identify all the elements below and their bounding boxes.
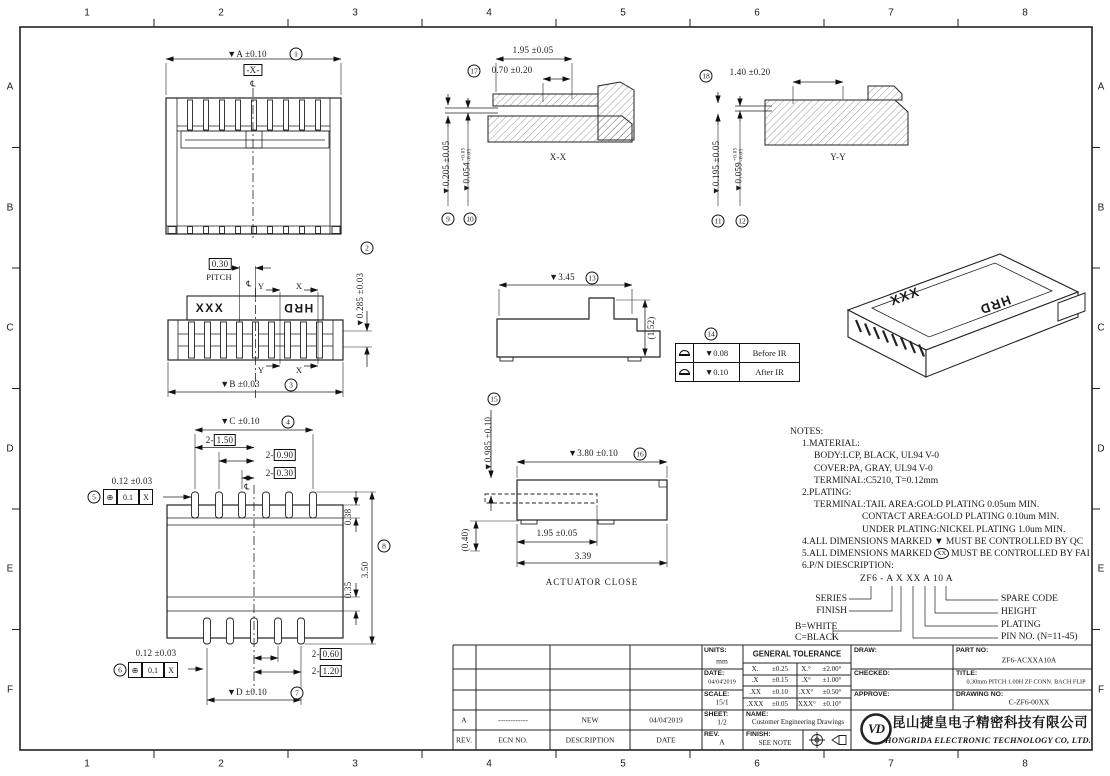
company-name-en: HONGRIDA ELECTRONIC TECHNOLOGY CO, LTD. bbox=[884, 735, 1092, 745]
balloon-17: 17 bbox=[468, 65, 481, 78]
company-name-cn: 昆山捷皇电子精密科技有限公司 bbox=[892, 715, 1088, 731]
dim-339-label: 3.39 bbox=[574, 551, 592, 561]
tol-l: .XXX° bbox=[796, 700, 816, 708]
zone-row-right: F bbox=[1097, 684, 1105, 696]
balloon-14: 14 bbox=[705, 328, 718, 341]
balloon-18: 18 bbox=[700, 70, 713, 83]
pitch-label: PITCH bbox=[206, 272, 232, 282]
tol-l: .XXX bbox=[746, 700, 764, 708]
qty-prefix: 2- bbox=[265, 450, 274, 460]
dim-038-label: 0.38 bbox=[343, 508, 353, 526]
pn-bwhite-label: B=WHITE bbox=[795, 622, 838, 632]
tol-l: X.° bbox=[801, 665, 811, 673]
date-label: DATE: bbox=[704, 670, 725, 677]
iso-view-linework bbox=[848, 254, 1085, 377]
pn-finish-label: FINISH bbox=[816, 606, 847, 616]
section-xx-linework bbox=[445, 59, 634, 206]
title-value: 0.30mm PITCH 1.00H ZF CONN. BACH FLIP bbox=[966, 678, 1086, 686]
dim-0285-label: ▼0.285 ±0.03 bbox=[355, 272, 365, 328]
pn-spare-label: SPARE CODE bbox=[1001, 594, 1058, 604]
rev-label: REV. bbox=[704, 731, 720, 738]
zone-col-top: 2 bbox=[218, 7, 224, 19]
pitch-value: 0.30 bbox=[209, 258, 232, 270]
date-value: 04/04'2019 bbox=[708, 678, 736, 686]
marking-hrd: HRD bbox=[282, 301, 314, 315]
dim-value: ▼0.059 bbox=[733, 162, 744, 193]
balloon-10: 10 bbox=[464, 213, 477, 226]
note-line: TERMINAL:C5210, T=0.12mm bbox=[814, 476, 939, 486]
pn-height-label: HEIGHT bbox=[1001, 607, 1037, 617]
zone-col-top: 8 bbox=[1022, 7, 1028, 19]
dim-a-label: ▼A ±0.10 bbox=[227, 49, 267, 59]
dim-pad-width-top: 0.12 ±0.03 bbox=[111, 476, 153, 486]
dim-2x090 bbox=[266, 450, 296, 460]
pn-description-leaders bbox=[833, 586, 998, 639]
dim-0195-label: ▼0.195 ±0.05 bbox=[711, 140, 721, 196]
dim-value: 1.20 bbox=[320, 665, 343, 677]
zone-row-left: F bbox=[6, 684, 14, 696]
company-logo: VD bbox=[867, 721, 885, 736]
dim-350-label: 3.50 bbox=[360, 561, 370, 579]
pn-series-label: SERIES bbox=[815, 594, 847, 604]
zone-row-left: D bbox=[6, 443, 14, 455]
zone-col-bottom: 6 bbox=[754, 758, 760, 770]
balloon-13: 13 bbox=[586, 272, 599, 285]
datum-x-label: -X- bbox=[243, 64, 262, 76]
pn-cblack-label: C=BLACK bbox=[795, 633, 839, 643]
dim-140-label: 1.40 ±0.20 bbox=[729, 67, 771, 77]
date-value: 04/04'2019 bbox=[649, 715, 683, 725]
zone-col-top: 6 bbox=[754, 7, 760, 19]
draw-label: DRAW: bbox=[854, 647, 877, 654]
section-mark-x: X bbox=[295, 365, 303, 375]
dim-value: 1.50 bbox=[214, 434, 237, 446]
finish-label: FINISH: bbox=[746, 731, 771, 738]
zone-col-bottom: 7 bbox=[888, 758, 894, 770]
dim-value: 0.60 bbox=[320, 648, 343, 660]
zone-col-top: 7 bbox=[888, 7, 894, 19]
section-yy-linework bbox=[718, 82, 908, 206]
balloon-2: 2 bbox=[361, 242, 374, 255]
dim-value: ▼0.054 bbox=[461, 162, 472, 193]
fcf-datum: X bbox=[164, 662, 178, 678]
rev-value: A bbox=[461, 715, 467, 725]
section-mark-y: Y bbox=[257, 365, 265, 375]
dim-0054-label bbox=[461, 147, 472, 192]
dim-035-label: 0.35 bbox=[343, 581, 353, 599]
profile-of-surface-icon bbox=[676, 344, 694, 363]
tol-plus: +0.05 bbox=[732, 147, 739, 162]
note-line-fai bbox=[802, 548, 1090, 559]
balloon-5: 5 bbox=[88, 491, 101, 504]
zone-col-top: 5 bbox=[620, 7, 626, 19]
profile-of-surface-icon bbox=[676, 363, 694, 382]
zone-row-right: B bbox=[1097, 202, 1105, 214]
dim-pad-width-bottom: 0.12 ±0.03 bbox=[135, 648, 177, 658]
note-line: CONTACT AREA:GOLD PLATING 0.10um MIN. bbox=[862, 512, 1059, 522]
part-no-value: ZF6-ACXXA10A bbox=[1001, 655, 1057, 665]
units-value: mm bbox=[716, 656, 728, 666]
note-line: BODY:LCP, BLACK, UL94 V-0 bbox=[814, 451, 940, 461]
date-header: DATE bbox=[656, 735, 676, 745]
dim-c-label: ▼C ±0.10 bbox=[220, 416, 260, 426]
tol-v: ±0.10 bbox=[771, 688, 789, 696]
name-value: Customer Engineering Drawings bbox=[751, 718, 845, 726]
zone-col-bottom: 5 bbox=[620, 758, 626, 770]
sheet-value: 1/2 bbox=[717, 717, 727, 727]
ecn-value: ------------ bbox=[498, 715, 528, 725]
tolerance-stack bbox=[734, 147, 745, 161]
fcf-tolerance: 0.1 bbox=[142, 662, 164, 678]
side-view-linework bbox=[497, 285, 660, 361]
note-text: MUST BE CONTROLLED BY FAI bbox=[951, 548, 1090, 559]
note-text: 5.ALL DIMENSIONS MARKED bbox=[802, 548, 932, 559]
tol-v: ±2.00° bbox=[822, 665, 842, 673]
tol-l: .XX° bbox=[798, 688, 814, 696]
title-label: TITLE: bbox=[956, 670, 978, 677]
zone-col-bottom: 2 bbox=[218, 758, 224, 770]
note-line: 1.MATERIAL: bbox=[802, 439, 860, 449]
balloon-16: 16 bbox=[634, 448, 647, 461]
balloon-9: 9 bbox=[442, 213, 455, 226]
section-yy-caption: Y-Y bbox=[830, 152, 846, 162]
zone-col-top: 3 bbox=[352, 7, 358, 19]
tol-plus: +0.05 bbox=[460, 147, 467, 162]
dim-value: 0.90 bbox=[274, 449, 297, 461]
marking-xxx: XXX bbox=[195, 301, 225, 315]
bottom-view-linework bbox=[168, 266, 372, 398]
tol-minus: -0.03 bbox=[738, 148, 745, 162]
section-xx-caption: X-X bbox=[549, 152, 567, 162]
scale-label: SCALE: bbox=[704, 691, 730, 698]
part-no-label: PART NO: bbox=[956, 647, 989, 654]
zone-row-left: C bbox=[6, 322, 14, 334]
tol-v: ±0.10° bbox=[822, 700, 842, 708]
note-line: 4.ALL DIMENSIONS MARKED ▼ MUST BE CONTROLLED BY QC bbox=[802, 537, 1084, 547]
balloon-7: 7 bbox=[291, 687, 304, 700]
zone-row-left: B bbox=[6, 202, 14, 214]
description-value: NEW bbox=[581, 715, 599, 725]
tol-l: X. bbox=[751, 665, 759, 673]
balloon-3: 3 bbox=[285, 379, 298, 392]
rev-value: A bbox=[719, 737, 725, 747]
note-line: 6.P/N DIESCRIPTION: bbox=[802, 561, 894, 571]
dim-152-label: (1.52) bbox=[646, 316, 656, 340]
dim-195-close-label: 1.95 ±0.05 bbox=[536, 528, 578, 538]
rev-header: REV. bbox=[456, 735, 472, 745]
tolerance-title: GENERAL TOLERANCE bbox=[752, 649, 842, 659]
tol-v: ±0.25 bbox=[771, 665, 789, 673]
position-symbol-icon: ⊕ bbox=[128, 662, 142, 678]
circled-xx-symbol: XX bbox=[934, 548, 949, 559]
sheet-label: SHEET: bbox=[704, 711, 729, 718]
tol-v: ±1.00° bbox=[822, 676, 842, 684]
zone-col-bottom: 3 bbox=[352, 758, 358, 770]
centerline-symbol: ℄ bbox=[246, 279, 252, 289]
tol-v: ±0.50° bbox=[822, 688, 842, 696]
zone-row-right: A bbox=[1097, 81, 1105, 93]
checked-label: CHECKED: bbox=[854, 670, 890, 677]
zone-col-top: 4 bbox=[486, 7, 492, 19]
dim-0059-label bbox=[733, 147, 744, 192]
tol-l: .XX bbox=[749, 688, 761, 696]
note-line: TERMINAL:TAIL AREA:GOLD PLATING 0.05um MIN. bbox=[814, 500, 1040, 510]
zone-col-bottom: 1 bbox=[84, 758, 90, 770]
centerline-symbol: ℄ bbox=[250, 79, 256, 89]
zone-row-left: E bbox=[6, 563, 14, 575]
qty-prefix: 2- bbox=[311, 649, 320, 659]
pn-pinno-label: PIN NO. (N=11-45) bbox=[1001, 632, 1078, 642]
fcf-datum: X bbox=[139, 489, 153, 505]
ir-label: Before IR bbox=[740, 344, 800, 363]
pn-code: ZF6 - A X XX A 10 A bbox=[860, 574, 954, 584]
note-line: UNDER PLATING:NICKEL PLATING 1.0um MIN. bbox=[862, 525, 1066, 535]
name-label: NAME: bbox=[746, 711, 769, 718]
ir-tolerance-table bbox=[675, 343, 800, 382]
zone-row-right: D bbox=[1097, 443, 1105, 455]
balloon-6: 6 bbox=[114, 664, 127, 677]
ir-label: After IR bbox=[740, 363, 800, 382]
dim-value: 0.30 bbox=[274, 467, 297, 479]
dim-2x030 bbox=[266, 468, 296, 478]
pn-plating-label: PLATING bbox=[1001, 620, 1041, 630]
zone-col-bottom: 4 bbox=[486, 758, 492, 770]
fcf-tolerance: 0.1 bbox=[117, 489, 139, 505]
tol-l: .X° bbox=[801, 676, 811, 684]
balloon-11: 11 bbox=[712, 215, 725, 228]
third-angle-projection-icon bbox=[809, 732, 846, 748]
dim-2x060 bbox=[312, 649, 342, 659]
qty-prefix: 2- bbox=[205, 435, 214, 445]
ir-dim: ▼0.10 bbox=[694, 363, 740, 382]
dim-d-label: ▼D ±0.10 bbox=[227, 687, 267, 697]
ir-dim: ▼0.08 bbox=[694, 344, 740, 363]
dim-0205-label: ▼0.205 ±0.05 bbox=[441, 140, 451, 196]
dim-195-label: 1.95 ±0.05 bbox=[512, 45, 554, 55]
dim-345-label: ▼3.45 bbox=[549, 272, 575, 282]
tol-l: .X bbox=[751, 676, 759, 684]
zone-col-bottom: 8 bbox=[1022, 758, 1028, 770]
section-mark-x: X bbox=[295, 281, 303, 291]
zone-row-right: E bbox=[1097, 563, 1105, 575]
zone-row-right: C bbox=[1097, 322, 1105, 334]
section-mark-y: Y bbox=[257, 281, 265, 291]
description-header: DESCRIPTION bbox=[565, 735, 615, 745]
zone-col-top: 1 bbox=[84, 7, 90, 19]
approve-label: APPROVE: bbox=[854, 691, 890, 698]
actuator-close-caption: ACTUATOR CLOSE bbox=[545, 577, 639, 587]
balloon-1: 1 bbox=[290, 48, 303, 61]
dim-2x120 bbox=[312, 666, 342, 676]
position-symbol-icon: ⊕ bbox=[103, 489, 117, 505]
note-line: 2.PLATING: bbox=[802, 488, 852, 498]
dim-040-label: (0.40) bbox=[460, 528, 470, 552]
qty-prefix: 2- bbox=[265, 468, 274, 478]
notes-title: NOTES: bbox=[790, 427, 824, 437]
tol-v: ±0.05 bbox=[771, 700, 789, 708]
qty-prefix: 2- bbox=[311, 666, 320, 676]
dim-380-label: ▼3.80 ±0.10 bbox=[568, 448, 618, 458]
balloon-15: 15 bbox=[488, 393, 501, 406]
marking-hrd: HRD bbox=[977, 292, 1013, 318]
tolerance-stack bbox=[462, 147, 473, 161]
tol-minus: -0.03 bbox=[466, 148, 473, 162]
note-line: COVER:PA, GRAY, UL94 V-0 bbox=[814, 464, 933, 474]
zone-row-left: A bbox=[6, 81, 14, 93]
drawing-no-value: C-ZF6-00XX bbox=[1008, 697, 1050, 707]
ecn-header: ECN NO. bbox=[498, 735, 528, 745]
marking-xxx: XXX bbox=[888, 283, 922, 309]
scale-value: 15/1 bbox=[715, 697, 729, 707]
tol-v: ±0.15 bbox=[771, 676, 789, 684]
units-label: UNITS: bbox=[704, 647, 727, 654]
centerline-symbol: ℄ bbox=[244, 482, 250, 492]
finish-value: SEE NOTE bbox=[758, 739, 792, 747]
dim-b-label: ▼B ±0.03 bbox=[220, 379, 260, 389]
drawing-no-label: DRAWING NO: bbox=[956, 691, 1004, 698]
balloon-8: 8 bbox=[378, 540, 391, 553]
position-fcf-bottom bbox=[128, 662, 178, 678]
dim-070-label: 0.70 ±0.20 bbox=[491, 65, 533, 75]
dim-0985-label: ▼0.985 ±0.10 bbox=[483, 416, 493, 472]
actuator-view-linework bbox=[470, 410, 667, 567]
dim-2x150 bbox=[206, 435, 236, 445]
balloon-12: 12 bbox=[736, 215, 749, 228]
balloon-4: 4 bbox=[282, 416, 295, 429]
position-fcf-top bbox=[103, 489, 153, 505]
